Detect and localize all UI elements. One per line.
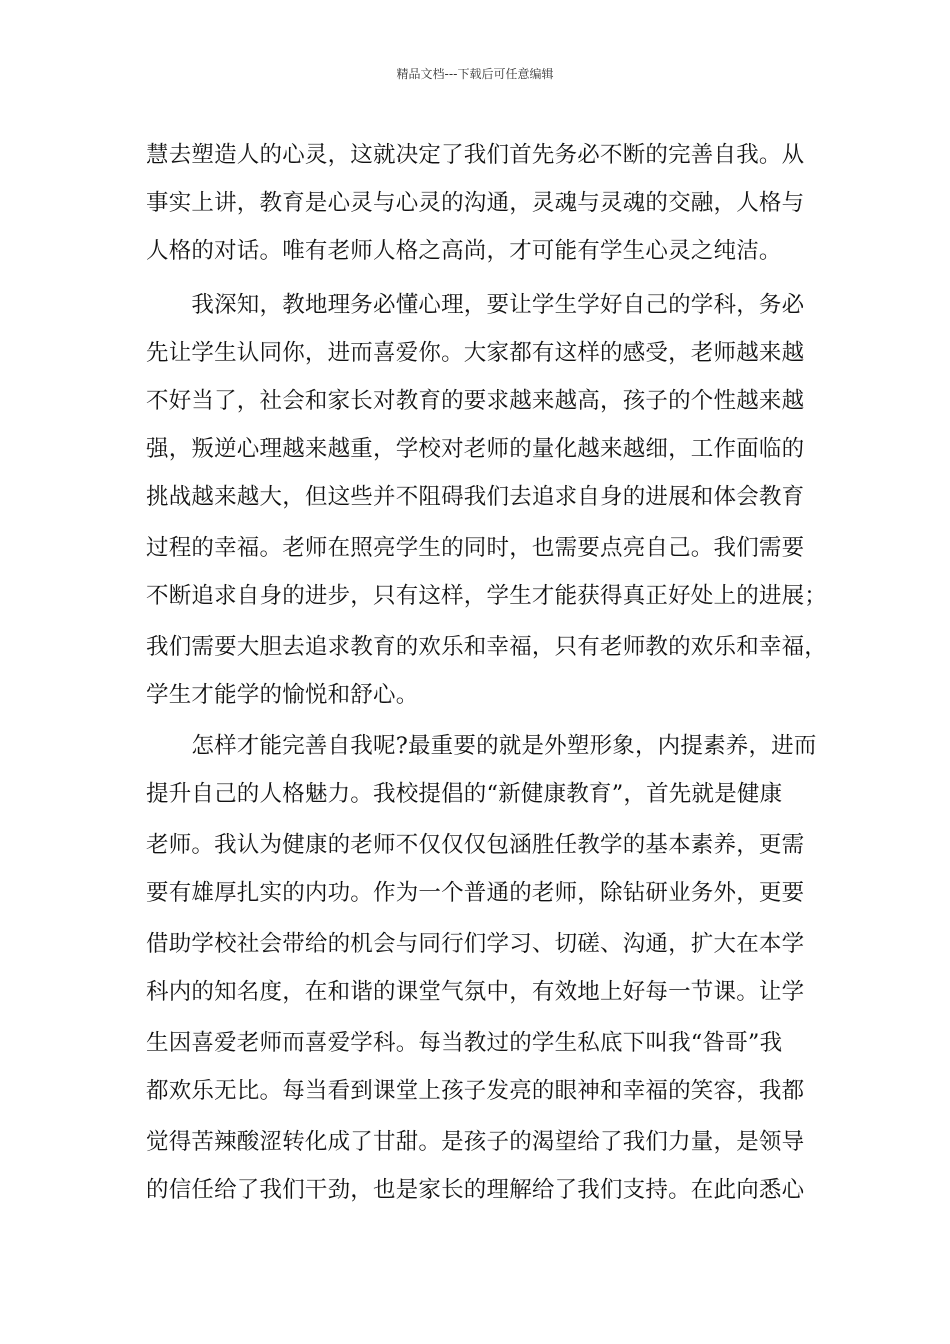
body-text-line: 强，叛逆心理越来越重，学校对老师的量化越来越细，工作面临的 [146,436,805,462]
body-text-line: 都欢乐无比。每当看到课堂上孩子发亮的眼神和幸福的笑容，我都 [146,1078,805,1104]
body-text-line: 借助学校社会带给的机会与同行们学习、切磋、沟通，扩大在本学 [146,931,805,957]
page-header: 精品文档---下载后可任意编辑 [396,67,554,81]
body-text-line: 要有雄厚扎实的内功。作为一个普通的老师，除钻研业务外，更要 [146,880,805,906]
body-text-line: 慧去塑造人的心灵，这就决定了我们首先务必不断的完善自我。从 [146,142,805,168]
body-text-line: 怎样才能完善自我呢?最重要的就是外塑形象，内提素养，进而 [146,733,817,759]
body-text-line: 不断追求自身的进步，只有这样，学生才能获得真正好处上的进展； [146,583,828,609]
body-text-line: 提升自己的人格魅力。我校提倡的“新健康教育”，首先就是健康 [146,781,783,807]
body-text-line: 不好当了，社会和家长对教育的要求越来越高，孩子的个性越来越 [146,388,805,414]
body-text-line: 人格的对话。唯有老师人格之高尚，才可能有学生心灵之纯洁。 [146,238,782,264]
body-text-line: 先让学生认同你，进而喜爱你。大家都有这样的感受，老师越来越 [146,340,805,366]
body-text-line: 科内的知名度，在和谐的课堂气氛中，有效地上好每一节课。让学 [146,979,805,1005]
body-text-line: 学生才能学的愉悦和舒心。 [146,682,419,708]
body-text-line: 的信任给了我们干劲，也是家长的理解给了我们支持。在此向悉心 [146,1177,805,1203]
body-text-line: 我们需要大胆去追求教育的欢乐和幸福，只有老师教的欢乐和幸福， [146,634,828,660]
body-text-line: 过程的幸福。老师在照亮学生的同时，也需要点亮自己。我们需要 [146,535,805,561]
body-text-line: 事实上讲，教育是心灵与心灵的沟通，灵魂与灵魂的交融，人格与 [146,190,805,216]
body-text-line: 挑战越来越大，但这些并不阻碍我们去追求自身的进展和体会教育 [146,484,805,510]
body-text-line: 觉得苦辣酸涩转化成了甘甜。是孩子的渴望给了我们力量，是领导 [146,1129,805,1155]
body-text-line: 我深知，教地理务必懂心理，要让学生学好自己的学科，务必 [146,292,805,318]
body-text-line: 老师。我认为健康的老师不仅仅仅包涵胜任教学的基本素养，更需 [146,832,805,858]
body-text-line: 生因喜爱老师而喜爱学科。每当教过的学生私底下叫我“昝哥”我 [146,1030,783,1056]
